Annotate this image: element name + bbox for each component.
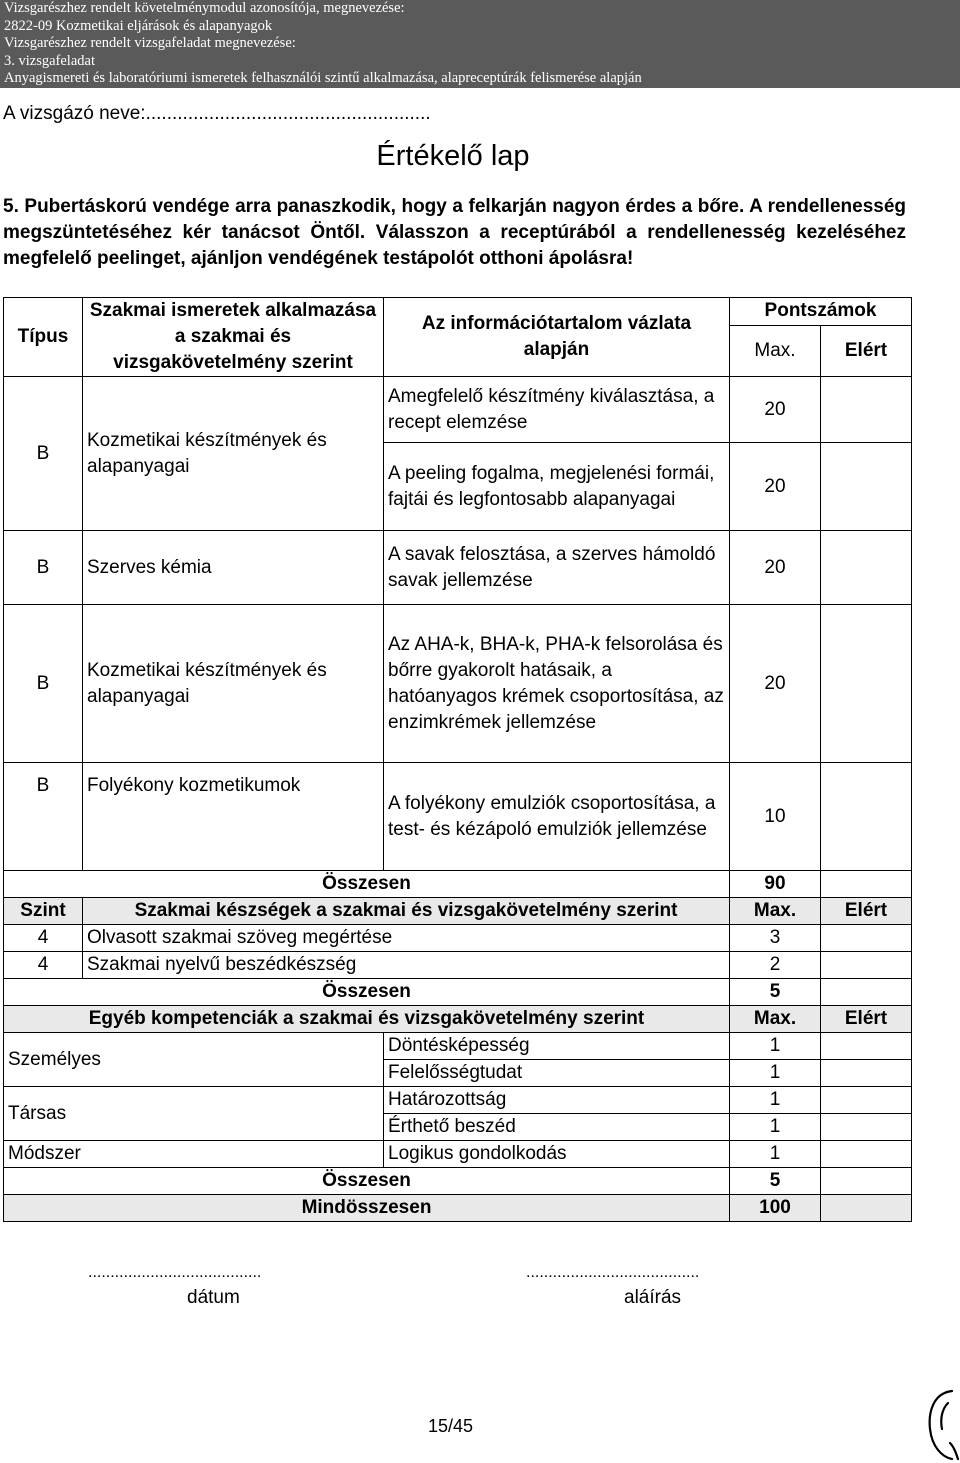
ertheto-beszed-elert <box>821 1114 912 1141</box>
felelossegtudat-elert <box>821 1060 912 1087</box>
ertheto-beszed-max: 1 <box>730 1114 821 1141</box>
osszesen1-label: Összesen <box>4 871 730 898</box>
signature-line: ....................................... <box>526 1264 700 1281</box>
evaluation-table <box>3 297 912 1222</box>
header-line-task-name: Anyagismereti és laboratóriumi ismeretek felhasználói szintű alkalmazása, alapreceptúrák felismerése alapján <box>4 70 642 87</box>
date-label: dátum <box>187 1287 240 1308</box>
row1-info-a: Amegfelelő készítmény kiválasztása, a recept elemzése <box>384 377 730 443</box>
date-signature-line: ....................................... <box>88 1264 262 1281</box>
hatarozottsag-elert <box>821 1087 912 1114</box>
row1-elert-a <box>821 377 912 443</box>
row2-max: 20 <box>730 531 821 605</box>
logikus-elert <box>821 1141 912 1168</box>
row4-ismeret: Folyékony kozmetikumok <box>83 763 384 871</box>
header-line-module-name: 2822-09 Kozmetikai eljárások és alapanyagok <box>4 17 273 34</box>
row1-elert-b <box>821 443 912 531</box>
header-line-module-label: Vizsgarészhez rendelt követelménymodul azonosítója, megnevezése: <box>4 0 405 16</box>
row2-tipus: B <box>4 531 83 605</box>
row1-max-a: 20 <box>730 377 821 443</box>
kompetencia-logikus: Logikus gondolkodás <box>384 1141 730 1168</box>
header-line-task-number: 3. vizsgafeladat <box>4 52 95 69</box>
kompetencia-felelossegtudat: Felelősségtudat <box>384 1060 730 1087</box>
osszesen2-max: 5 <box>730 979 821 1006</box>
keszseg2-max: 2 <box>730 952 821 979</box>
kompetencia-ertheto-beszed: Érthető beszéd <box>384 1114 730 1141</box>
header-max: Max. <box>730 325 821 376</box>
row2-info: A savak felosztása, a szerves hámoldó savak jellemzése <box>384 531 730 605</box>
osszesen3-label: Összesen <box>4 1168 730 1195</box>
header-keszsegek: Szakmai készségek a szakmai és vizsgakövetelmény szerint <box>83 898 730 925</box>
page-number: 15/45 <box>428 1416 474 1436</box>
kompetencia-donteskepesseg: Döntésképesség <box>384 1033 730 1060</box>
keszseg1-name: Olvasott szakmai szöveg megértése <box>83 925 730 952</box>
row2-ismeret: Szerves kémia <box>83 531 384 605</box>
header-szint: Szint <box>4 898 83 925</box>
row3-max: 20 <box>730 605 821 763</box>
osszesen3-max: 5 <box>730 1168 821 1195</box>
row2-elert <box>821 531 912 605</box>
header-szakmai-ismeretek: Szakmai ismeretek alkalmazása a szakmai és vizsgakövetelmény szerint <box>83 298 384 377</box>
header-kompetenciak: Egyéb kompetenciák a szakmai és vizsgakövetelmény szerint <box>4 1006 730 1033</box>
kompetencia-szemelyes: Személyes <box>4 1033 384 1087</box>
task-description: 5. Pubertáskorú vendége arra panaszkodik, hogy a felkarján nagyon érdes a bőre. A rendellenesség megszüntetéséhez kér tanácsot Öntől. Válasszon a receptúrából a rendellenesség kezeléséhez megfelelő peelinget, ajánljon vendégének testápolót otthoni ápolásra! <box>3 196 906 269</box>
row3-tipus: B <box>4 605 83 763</box>
hatarozottsag-max: 1 <box>730 1087 821 1114</box>
keszseg1-szint: 4 <box>4 925 83 952</box>
header-kompetenciak-elert: Elért <box>821 1006 912 1033</box>
row4-max: 10 <box>730 763 821 871</box>
osszesen3-elert <box>821 1168 912 1195</box>
keszseg1-elert <box>821 925 912 952</box>
handwritten-mark <box>920 1385 960 1463</box>
header-informacio: Az információtartalom vázlata alapján <box>384 298 730 377</box>
mindosszesen-max: 100 <box>730 1195 821 1222</box>
kompetencia-modszer: Módszer <box>4 1141 384 1168</box>
row3-ismeret: Kozmetikai készítmények és alapanyagai <box>83 605 384 763</box>
row4-elert <box>821 763 912 871</box>
logikus-max: 1 <box>730 1141 821 1168</box>
row4-info: A folyékony emulziók csoportosítása, a test- és kézápoló emulziók jellemzése <box>384 763 730 871</box>
row1-tipus: B <box>4 377 83 531</box>
osszesen1-max: 90 <box>730 871 821 898</box>
keszseg2-szint: 4 <box>4 952 83 979</box>
kompetencia-hatarozottsag: Határozottság <box>384 1087 730 1114</box>
mindosszesen-label: Mindösszesen <box>4 1195 730 1222</box>
donteskepesseg-elert <box>821 1033 912 1060</box>
examinee-name-line: A vizsgázó neve:...................................................... <box>3 103 431 124</box>
header-tipus: Típus <box>4 298 83 377</box>
row1-ismeret: Kozmetikai készítmények és alapanyagai <box>83 377 384 531</box>
mindosszesen-elert <box>821 1195 912 1222</box>
keszseg1-max: 3 <box>730 925 821 952</box>
page-title: Értékelő lap <box>376 140 530 172</box>
donteskepesseg-max: 1 <box>730 1033 821 1060</box>
felelossegtudat-max: 1 <box>730 1060 821 1087</box>
keszseg2-name: Szakmai nyelvű beszédkészség <box>83 952 730 979</box>
header-keszsegek-elert: Elért <box>821 898 912 925</box>
row1-info-b: A peeling fogalma, megjelenési formái, fajtái és legfontosabb alapanyagai <box>384 443 730 531</box>
header-line-task-label: Vizsgarészhez rendelt vizsgafeladat megnevezése: <box>4 35 296 52</box>
row4-tipus: B <box>4 763 83 871</box>
row1-max-b: 20 <box>730 443 821 531</box>
header-keszsegek-max: Max. <box>730 898 821 925</box>
header-pontszamok: Pontszámok <box>730 298 912 326</box>
signature-label: aláírás <box>624 1287 682 1308</box>
row3-elert <box>821 605 912 763</box>
row3-info: Az AHA-k, BHA-k, PHA-k felsorolása és bőrre gyakorolt hatásaik, a hatóanyagos krémek csoportosítása, az enzimkrémek jellemzése <box>384 605 730 763</box>
keszseg2-elert <box>821 952 912 979</box>
header-kompetenciak-max: Max. <box>730 1006 821 1033</box>
osszesen2-label: Összesen <box>4 979 730 1006</box>
header-elert: Elért <box>821 325 912 376</box>
kompetencia-tarsas: Társas <box>4 1087 384 1141</box>
osszesen2-elert <box>821 979 912 1006</box>
document-header <box>0 0 960 88</box>
osszesen1-elert <box>821 871 912 898</box>
